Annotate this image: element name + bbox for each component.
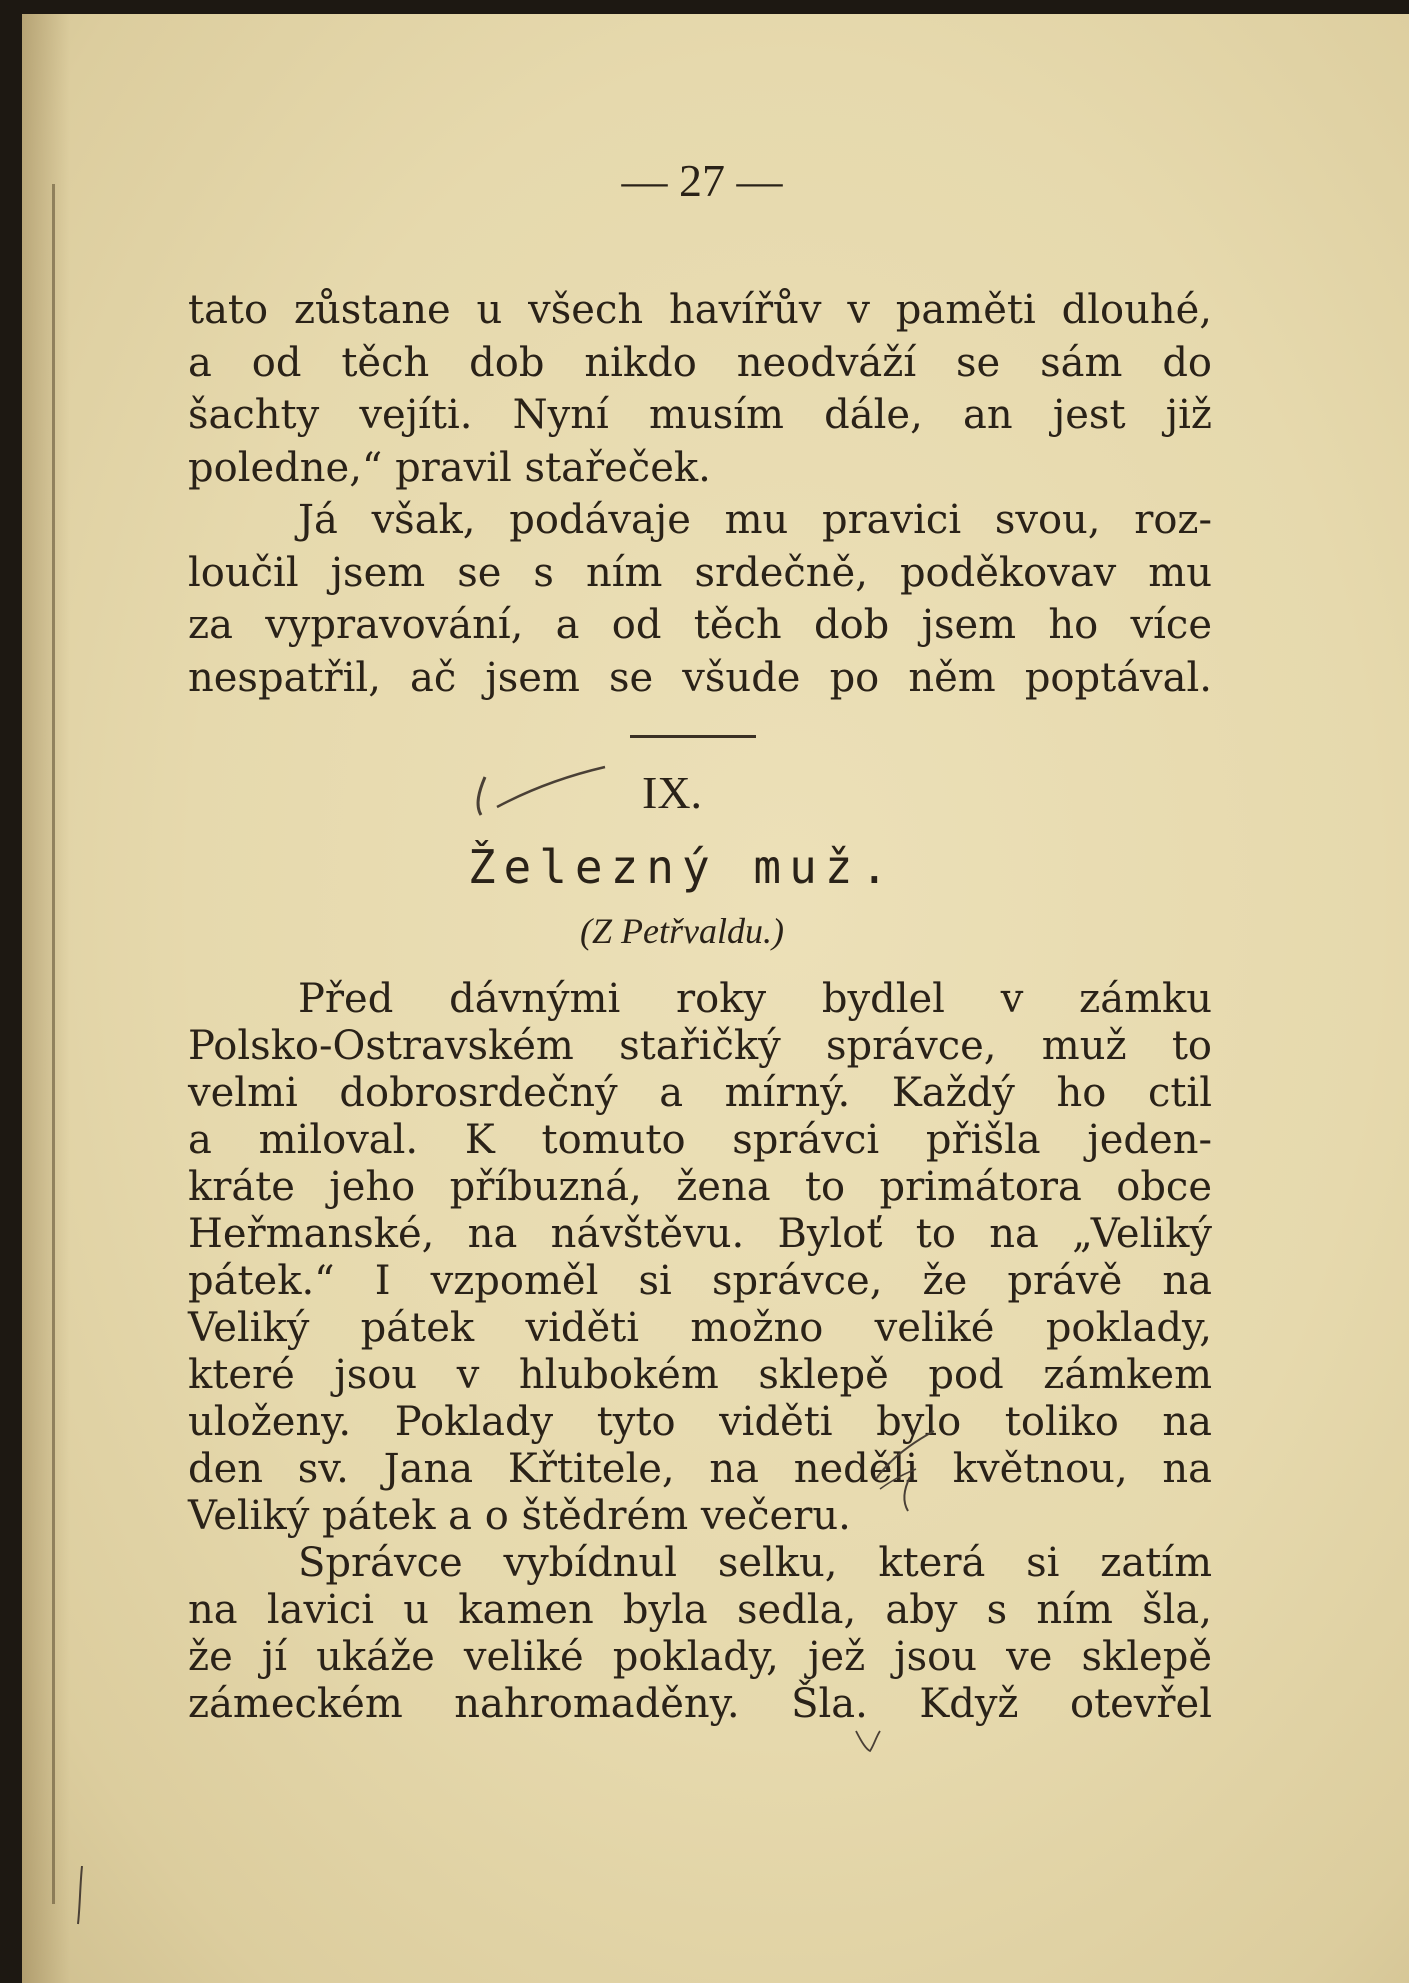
margin-mark bbox=[74, 1866, 90, 1926]
continuation-paragraph bbox=[188, 284, 1212, 494]
text-line: uloženy. Poklady tyto viděti bylo toliko na bbox=[188, 1399, 1212, 1445]
pencil-annotation bbox=[467, 759, 612, 819]
section-divider bbox=[630, 735, 756, 738]
text-line: za vypravování, a od těch dob jsem ho více bbox=[188, 602, 1212, 648]
farewell-paragraph bbox=[188, 494, 1212, 704]
text-line: den sv. Jana Křtitele, na neděli květnou, na bbox=[188, 1446, 1212, 1492]
body-text-top bbox=[188, 284, 1212, 704]
text-line: poledne,“ pravil stařeček. bbox=[188, 444, 711, 491]
text-line: Polsko-Ostravském stařičký správce, muž to bbox=[188, 1023, 1212, 1069]
text-line: Já však, podávaje mu pravici svou, roz- bbox=[298, 497, 1212, 543]
chapter-subtitle: (Z Petřvaldu.) bbox=[580, 911, 784, 951]
chapter-number: IX. bbox=[642, 767, 703, 818]
text-line: a miloval. K tomuto správci přišla jeden- bbox=[188, 1117, 1212, 1163]
text-line: tato zůstane u všech havířův v paměti dlouhé, bbox=[188, 287, 1212, 333]
text-line: a od těch dob nikdo neodváží se sám do bbox=[188, 339, 1212, 386]
story-paragraph-1 bbox=[188, 976, 1212, 1540]
text-line: loučil jsem se s ním srdečně, poděkovav mu bbox=[188, 549, 1212, 596]
pencil-caret bbox=[852, 1727, 882, 1755]
page-number: — 27 — bbox=[621, 155, 783, 206]
body-text-story bbox=[188, 976, 1212, 1728]
text-line: nespatřil, ač jsem se všude po něm poptával. bbox=[188, 654, 1212, 701]
text-line: šachty vejíti. Nyní musím dále, an jest již bbox=[188, 392, 1212, 438]
pencil-scribble bbox=[870, 1419, 940, 1514]
text-line: na lavici u kamen byla sedla, aby s ním šla, bbox=[188, 1587, 1212, 1633]
chapter-title: Železný muž. bbox=[467, 840, 897, 894]
book-page bbox=[22, 14, 1409, 1983]
text-line: Veliký pátek viděti možno veliké poklady, bbox=[188, 1305, 1212, 1351]
text-line: Heřmanské, na návštěvu. Byloť to na „Veliký bbox=[188, 1211, 1212, 1257]
text-line: kráte jeho příbuzná, žena to primátora obce bbox=[188, 1164, 1212, 1210]
text-line: pátek.“ I vzpoměl si správce, že právě na bbox=[188, 1258, 1212, 1304]
text-line: že jí ukáže veliké poklady, jež jsou ve sklepě bbox=[188, 1634, 1212, 1680]
text-line: které jsou v hlubokém sklepě pod zámkem bbox=[188, 1352, 1212, 1398]
text-line: Před dávnými roky bydlel v zámku bbox=[298, 976, 1212, 1022]
story-paragraph-2 bbox=[188, 1540, 1212, 1728]
text-line: Správce vybídnul selku, která si zatím bbox=[298, 1540, 1212, 1586]
text-line: Veliký pátek a o štědrém večeru. bbox=[188, 1493, 851, 1539]
text-line: zámeckém nahromaděny. Šla. Když otevřel bbox=[188, 1681, 1212, 1727]
spine-shadow bbox=[52, 184, 55, 1904]
text-line: velmi dobrosrdečný a mírný. Každý ho ctil bbox=[188, 1070, 1212, 1116]
